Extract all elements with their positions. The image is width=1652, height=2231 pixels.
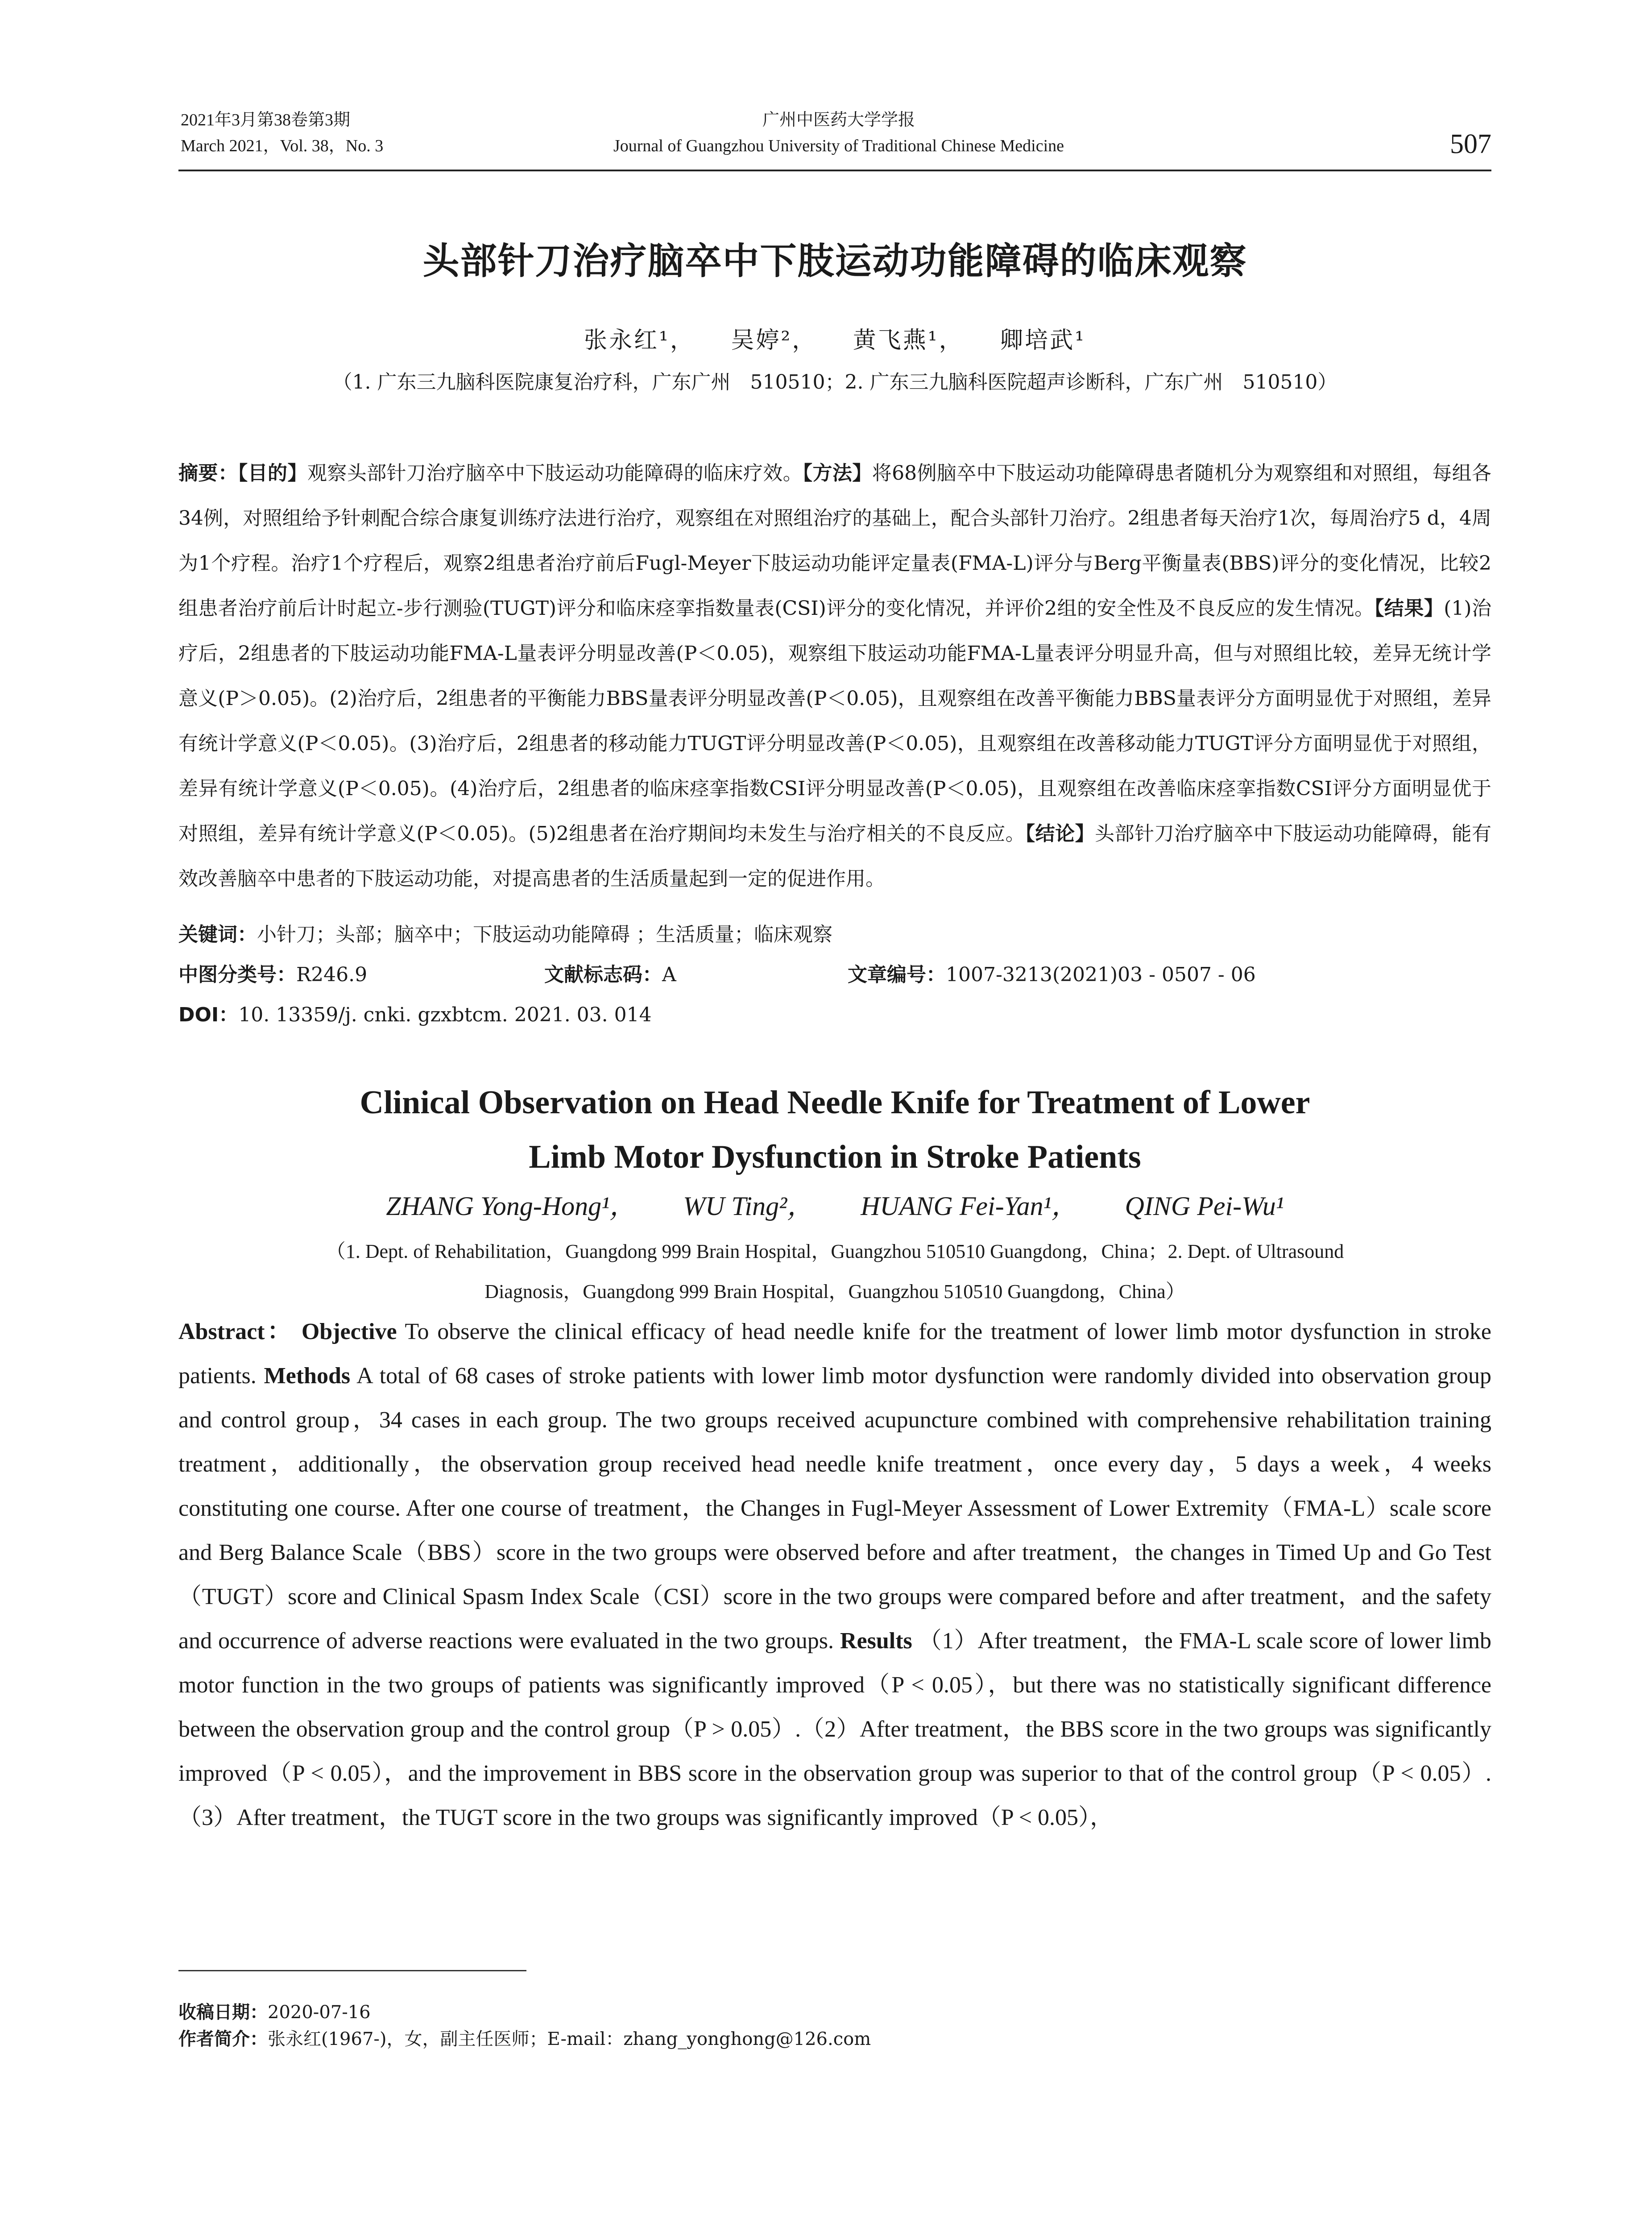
issue-en: March 2021，Vol. 38，No. 3 [181,137,384,155]
conclusion-text: 头部针刀治疗脑卒中下肢运动功能障碍，能有效改善脑卒中患者的下肢运动功能，对提高患者的生活质量起到一定的促进作用。 [178,822,1492,890]
journal-en: Journal of Guangzhou University of Traditional Chinese Medicine [613,137,1064,155]
results-label: Results [840,1628,912,1654]
document-code [544,955,676,995]
affiliation-line: （1. Dept. of Rehabilitation，Guangdong 999 Brain Hospital，Guangzhou 510510 Guangdong，China；2. Dept. of Ultrasound [326,1240,1344,1262]
author-name: 黄飞燕¹， [853,327,964,354]
author-name: 卿培武¹ [1000,327,1086,354]
methods-text: A total of 68 cases of stroke patients with lower limb motor dysfunction were randomly divided into observation group and control group，34 cases in each group. The two groups received acupuncture combined with comprehensive rehabilitation training treatment，additionally，the observation group received head needle knife treatment，once every day，5 days a week，4 weeks constituting one course. After one course of treatment，the Changes in Fugl-Meyer Assessment of Lower Extremity（FMA-L）scale score and Berg Balance Scale（BBS）score in the two groups were observed before and after treatment，the changes in Timed Up and Go Test（TUGT）score and Clinical Spasm Index Scale（CSI）score in the two groups were compared before and after treatment，and the safety and occurrence of adverse reactions were evaluated in the two groups. [178,1363,1491,1654]
received-value: 2020-07-16 [268,2002,371,2023]
objective-text: 观察头部针刀治疗脑卒中下肢运动功能障碍的临床疗效。 [307,462,803,485]
author-name: ZHANG Yong-Hong¹， [386,1191,637,1221]
author-bio-label: 作者简介： [178,2029,268,2049]
doi-value: 10. 13359/j. cnki. gzxbtcm. 2021. 03. 014 [238,1004,652,1026]
english-affiliation [178,1232,1491,1312]
issue-info [181,107,383,159]
footnote-rule [178,1970,526,1971]
chinese-affiliation: （1. 广东三九脑科医院康复治疗科，广东广州 510510；2. 广东三九脑科医院超声诊断科，广东广州 510510） [332,371,1337,394]
header-rule [178,170,1491,171]
journal-name [549,107,1129,159]
classification-row [178,955,1491,995]
abstract-label: 摘要： [178,462,238,485]
english-title-line: Clinical Observation on Head Needle Knife for Treatment of Lower [360,1084,1310,1121]
keywords [178,915,1491,955]
conclusion-label: 【结论】 [1025,822,1095,845]
methods-label: Methods [264,1363,351,1389]
chinese-authors [178,321,1491,355]
issue-cn: 2021年3月第38卷第3期 [181,111,351,129]
article-number [848,955,1256,995]
results-label: 【结果】 [1374,597,1444,620]
chinese-abstract [178,451,1491,901]
affiliation-line: Diagnosis，Guangdong 999 Brain Hospital，Guangzhou 510510 Guangdong，China） [484,1281,1185,1302]
received-label: 收稿日期： [178,2002,268,2023]
english-title-line: Limb Motor Dysfunction in Stroke Patients [529,1139,1141,1175]
class-label: 中图分类号： [178,963,296,986]
objective-label: 【目的】 [238,462,307,485]
author-name: WU Ting²， [683,1191,814,1221]
keywords-label: 关键词： [178,923,257,946]
results-text: (1)治疗后，2组患者的下肢运动功能FMA-L量表评分明显改善(P＜0.05)，观察组下肢运动功能FMA-L量表评分明显升高，但与对照组比较，差异无统计学意义(P＞0.05)。(2)治疗后，2组患者的平衡能力BBS量表评分明显改善(P＜0.05)，且观察组在改善平衡能力BBS量表评分方面明显优于对照组，差异有统计学意义(P＜0.05)。(3)治疗后，2组患者的移动能力TUGT评分明显改善(P＜0.05)，且观察组在改善移动能力TUGT评分方面明显优于对照组，差异有统计学意义(P＜0.05)。(4)治疗后，2组患者的临床痉挛指数CSI评分明显改善(P＜0.05)，且观察组在改善临床痉挛指数CSI评分方面明显优于对照组，差异有统计学意义(P＜0.05)。(5)2组患者在治疗期间均未发生与治疗相关的不良反应。 [178,597,1492,845]
received-date [178,1999,1491,2026]
author-name: HUANG Fei-Yan¹， [861,1191,1078,1221]
methods-label: 【方法】 [803,462,872,485]
journal-cn: 广州中医药大学学报 [762,111,915,129]
doc-label: 文献标志码： [544,963,662,986]
english-title [178,1075,1491,1184]
english-authors [178,1185,1491,1223]
doc-value: A [662,963,676,986]
doi-row [178,995,1491,1035]
abstract-label: Abstract： [178,1319,294,1344]
page-number: 507 [1450,129,1491,159]
methods-text: 将68例脑卒中下肢运动功能障碍患者随机分为观察组和对照组，每组各34例，对照组给予针刺配合综合康复训练疗法进行治疗，观察组在对照组治疗的基础上，配合头部针刀治疗。2组患者每天治疗1次，每周治疗5 d，4周为1个疗程。治疗1个疗程后，观察2组患者治疗前后Fugl-Meyer下肢运动功能评定量表(FMA-L)评分与Berg平衡量表(BBS)评分的变化情况，比较2组患者治疗前后计时起立-步行测验(TUGT)评分和临床痉挛指数量表(CSI)评分的变化情况，并评价2组的安全性及不良反应的发生情况。 [178,462,1492,620]
article-label: 文章编号： [848,963,946,986]
class-value: R246.9 [296,963,368,986]
author-name: 张永红¹， [584,327,695,354]
english-abstract [178,1310,1491,1840]
keywords-value: 小针刀；头部；脑卒中；下肢运动功能障碍 ；生活质量；临床观察 [257,923,832,946]
author-name: QING Pei-Wu¹ [1125,1191,1284,1221]
doi-label: DOI： [178,1004,239,1026]
author-name: 吴婷²， [731,327,817,354]
author-bio [178,2026,1491,2053]
results-text: （1）After treatment，the FMA-L scale score of lower limb motor function in the two groups of patients was significantly improved（P < 0.05），but there was no statistically significant difference between the observation group and the control group（P > 0.05）.（2）After treatment，the BBS score in the two groups was significantly improved（P < 0.05），and the improvement in BBS score in the observation group was superior to that of the control group（P < 0.05）.（3）After treatment，the TUGT score in the two groups was significantly improved（P < 0.05）， [178,1628,1492,1830]
author-bio-value: 张永红(1967-)，女，副主任医师；E-mail：zhang_yonghong@126.com [268,2029,871,2049]
objective-text: To observe the clinical efficacy of head needle knife for the treatment of lower limb motor dysfunction in stroke patients. [178,1319,1492,1389]
chinese-title: 头部针刀治疗脑卒中下肢运动功能障碍的临床观察 [422,240,1247,282]
objective-label: Objective [301,1319,397,1344]
article-value: 1007-3213(2021)03 - 0507 - 06 [946,963,1256,986]
